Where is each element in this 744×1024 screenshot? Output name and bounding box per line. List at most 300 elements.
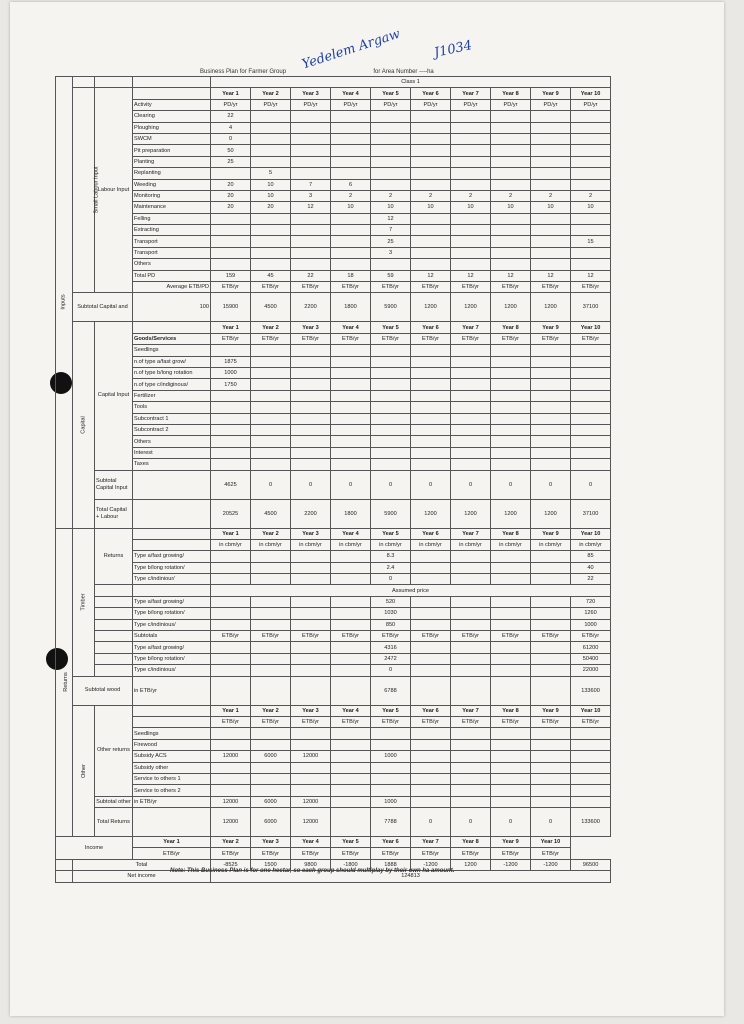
value-cell [211,459,251,470]
year-header: Year 6 [411,528,451,539]
value-cell [291,574,331,585]
value-cell: 12000 [211,808,251,837]
value-cell [291,225,331,236]
value-cell [331,785,371,796]
year-header: Year 6 [411,705,451,716]
value-cell: 12000 [211,796,251,807]
value-cell [451,247,491,258]
unit-cell: ETB/yr [251,333,291,344]
value-cell: 0 [411,470,451,499]
unit-cell: ETB/yr [451,631,491,642]
value-cell [291,459,331,470]
value-cell [491,247,531,258]
other-subtotal-label: Subtotal other [95,796,133,807]
value-cell [251,596,291,607]
value-cell [331,653,371,664]
year-header: Year 2 [251,705,291,716]
value-cell [211,728,251,739]
capital-row [56,402,611,413]
value-cell [251,225,291,236]
value-cell: 2 [451,190,491,201]
value-cell [291,367,331,378]
capital-subtotal-label: Subtotal Capital Input [95,470,133,499]
value-cell [531,247,571,258]
value-cell [331,728,371,739]
income-year-row [56,837,611,848]
year-header: Year 9 [531,322,571,333]
value-cell [411,773,451,784]
year-header: Year 5 [371,322,411,333]
value-cell: 10 [491,202,531,213]
timber-price-row [56,619,611,630]
value-cell: 2 [491,190,531,201]
capital-row [56,436,611,447]
year-header: Year 8 [491,322,531,333]
unit-cell: ETB/yr [571,282,611,293]
value-cell [291,619,331,630]
value-cell: 6000 [251,751,291,762]
value-cell [451,728,491,739]
value-cell [211,168,251,179]
value-cell [411,762,451,773]
labour-unit-row [56,99,611,110]
value-cell: 0 [331,470,371,499]
value-cell [251,413,291,424]
value-cell [411,259,451,270]
value-cell: 22 [211,111,251,122]
capital-unit-row [56,333,611,344]
other-name: Subsidy ACS [133,751,211,762]
unit-cell: ETB/yr [411,716,451,727]
unit-cell: PD/yr [571,99,611,110]
value-cell: 1200 [451,293,491,322]
unit-cell: ETB/yr [531,716,571,727]
value-cell [571,133,611,144]
value-cell [331,551,371,562]
value-cell: 133600 [571,676,611,705]
value-cell: 20 [211,179,251,190]
value-cell [531,356,571,367]
value-cell: 1200 [491,293,531,322]
labour-row [56,259,611,270]
value-cell [411,156,451,167]
value-cell: 1875 [211,356,251,367]
value-cell [451,562,491,573]
year-header: Year 3 [291,322,331,333]
value-cell [491,236,531,247]
value-cell: 2 [531,190,571,201]
value-cell [491,796,531,807]
unit-cell: ETB/yr [211,333,251,344]
unit-cell: ETB/yr [451,716,491,727]
value-cell [571,111,611,122]
value-cell [371,156,411,167]
value-cell: 0 [371,665,411,676]
value-cell [291,773,331,784]
value-cell [571,785,611,796]
value-cell: 12 [531,270,571,281]
capital-row [56,379,611,390]
value-cell [571,402,611,413]
value-cell [411,413,451,424]
year-header: Year 4 [331,705,371,716]
value-cell [211,236,251,247]
value-cell [211,762,251,773]
value-cell: 1888 [371,859,411,870]
value-cell [371,459,411,470]
value-cell: 10 [371,202,411,213]
value-cell [491,551,531,562]
other-year-row [56,705,611,716]
value-cell [211,390,251,401]
value-cell [371,111,411,122]
value-cell [331,236,371,247]
value-cell [451,236,491,247]
vertical-label: Inputs [61,294,67,310]
value-cell [331,447,371,458]
value-cell [411,133,451,144]
timber-vol-row [56,574,611,585]
value-cell: 25 [211,156,251,167]
labour-row [56,168,611,179]
value-cell [451,424,491,435]
value-cell [411,447,451,458]
labour-row [56,202,611,213]
value-cell [411,179,451,190]
unit-cell: ETB/yr [491,716,531,727]
vertical-label: Capital [80,416,87,434]
value-cell [451,551,491,562]
other-row [56,728,611,739]
value-cell: 22 [291,270,331,281]
year-header: Year 10 [571,322,611,333]
value-cell [491,424,531,435]
value-cell [331,762,371,773]
value-cell [491,379,531,390]
value-cell [411,562,451,573]
subtotal-rate: 100 [133,293,211,322]
value-cell [331,247,371,258]
value-cell [251,236,291,247]
value-cell [291,390,331,401]
unit-cell: in cbm/yr [251,539,291,550]
year-header: Year 7 [451,88,491,99]
value-cell [531,773,571,784]
value-cell [491,608,531,619]
value-cell [451,773,491,784]
other-row [56,785,611,796]
value-cell [411,424,451,435]
value-cell [531,551,571,562]
subtotal-wood-row [56,676,611,705]
value-cell [251,785,291,796]
value-cell [251,653,291,664]
value-cell [291,676,331,705]
value-cell [251,213,291,224]
value-cell [331,808,371,837]
value-cell: 2.4 [371,562,411,573]
value-cell [331,574,371,585]
value-cell: 18 [331,270,371,281]
value-cell: 0 [451,470,491,499]
value-cell [491,596,531,607]
value-cell [451,367,491,378]
value-cell [411,213,451,224]
activity-name: Monitoring [133,190,211,201]
value-cell: 1000 [371,751,411,762]
unit-cell: ETB/yr [571,333,611,344]
value-cell [531,596,571,607]
labour-row [56,213,611,224]
unit-cell: ETB/yr [491,631,531,642]
value-cell [451,259,491,270]
value-cell [411,145,451,156]
value-cell [331,356,371,367]
value-cell: 10 [451,202,491,213]
value-cell [411,168,451,179]
labour-total-row [56,270,611,281]
unit-cell: ETB/yr [371,631,411,642]
handwritten-number: J1034 [432,38,474,61]
labour-row [56,156,611,167]
value-cell: -1200 [531,859,571,870]
value-cell [371,739,411,750]
value-cell [291,608,331,619]
value-cell [451,447,491,458]
value-cell [571,213,611,224]
value-cell: 1200 [451,499,491,528]
unit-cell: PD/yr [451,99,491,110]
value-cell [571,413,611,424]
value-cell [251,608,291,619]
value-cell: 1200 [491,499,531,528]
other-row [56,762,611,773]
value-cell [491,459,531,470]
unit-cell: ETB/yr [133,848,211,859]
value-cell [291,413,331,424]
value-cell [251,459,291,470]
value-cell: 0 [371,470,411,499]
value-cell: 1000 [211,367,251,378]
goods-name: Others [133,436,211,447]
year-header: Year 7 [451,528,491,539]
value-cell [211,424,251,435]
value-cell: 0 [571,470,611,499]
value-cell [291,345,331,356]
timber-type: Type a/fast growing/ [133,642,211,653]
value-cell [291,156,331,167]
value-cell [371,762,411,773]
unit-cell: in cbm/yr [451,539,491,550]
year-header: Year 2 [251,88,291,99]
other-returns-label: Other returns [95,705,133,796]
unit-cell: PD/yr [411,99,451,110]
value-cell: 7 [291,179,331,190]
value-cell [531,762,571,773]
year-header: Year 2 [211,837,251,848]
value-cell: 1500 [251,859,291,870]
value-cell [491,413,531,424]
unit-cell: ETB/yr [331,333,371,344]
value-cell [291,402,331,413]
timber-value-row [56,653,611,664]
class-label: Class 1 [211,77,611,88]
value-cell [251,773,291,784]
value-cell: 1200 [451,859,491,870]
value-cell [531,739,571,750]
goods-name: n.of type b/long rotation [133,367,211,378]
value-cell [291,447,331,458]
timber-price-row [56,596,611,607]
value-cell [291,762,331,773]
labour-row [56,236,611,247]
value-cell [331,111,371,122]
unit-cell: ETB/yr [291,631,331,642]
value-cell [451,436,491,447]
value-cell [531,402,571,413]
other-row [56,773,611,784]
unit-cell: in cbm/yr [331,539,371,550]
value-cell [571,145,611,156]
value-cell [531,436,571,447]
value-cell [571,424,611,435]
value-cell [451,762,491,773]
value-cell: 159 [211,270,251,281]
value-cell [331,133,371,144]
value-cell [211,551,251,562]
unit-cell: ETB/yr [211,282,251,293]
unit-cell: ETB/yr [411,631,451,642]
value-cell [411,367,451,378]
year-header: Year 1 [211,528,251,539]
value-cell [451,390,491,401]
labour-row [56,247,611,258]
value-cell [251,424,291,435]
value-cell [211,665,251,676]
value-cell [371,402,411,413]
value-cell: 12 [571,270,611,281]
value-cell [571,379,611,390]
value-cell [411,619,451,630]
year-header: Year 1 [211,88,251,99]
year-header: Year 1 [211,322,251,333]
labour-row [56,145,611,156]
unit-cell: ETB/yr [331,631,371,642]
value-cell [371,424,411,435]
other-label [73,705,95,837]
year-header: Year 1 [133,837,211,848]
value-cell: 520 [371,596,411,607]
value-cell [491,436,531,447]
value-cell [491,225,531,236]
value-cell [251,447,291,458]
unit-cell: in cbm/yr [531,539,571,550]
value-cell: 12 [291,202,331,213]
value-cell: 12 [491,270,531,281]
other-subtotal-row [56,796,611,807]
subtotal-label: Subtotal Capital and [73,293,133,322]
other-unit-row [56,716,611,727]
value-cell: 1000 [571,619,611,630]
unit-cell: ETB/yr [211,631,251,642]
value-cell [531,225,571,236]
value-cell: 9800 [291,859,331,870]
document-title: Business Plan for Farmer Group for Area Number ----ha [200,69,434,75]
value-cell [331,145,371,156]
value-cell: 37100 [571,293,611,322]
value-cell [491,259,531,270]
activity-name: Pit preparation [133,145,211,156]
value-cell [571,796,611,807]
unit-cell: ETB/yr [251,282,291,293]
unit-cell: in cbm/yr [411,539,451,550]
value-cell: 50400 [571,653,611,664]
value-cell: 25 [371,236,411,247]
value-cell: 1200 [531,499,571,528]
year-header: Year 4 [331,528,371,539]
value-cell: 7 [371,225,411,236]
activity-name: Replanting [133,168,211,179]
value-cell [331,596,371,607]
total-returns-label: Total Returns [95,808,133,837]
value-cell [251,665,291,676]
activity-name: Others [133,259,211,270]
income-total-label: Total [73,859,211,870]
value-cell [211,619,251,630]
year-header: Year 1 [211,705,251,716]
value-cell [531,379,571,390]
value-cell [531,796,571,807]
unit-cell: ETB/yr [411,848,451,859]
value-cell: 6000 [251,796,291,807]
timber-type: Type a/fast growing/ [133,551,211,562]
year-header: Year 3 [291,88,331,99]
value-cell: 1750 [211,379,251,390]
value-cell [251,379,291,390]
value-cell [451,665,491,676]
unit-cell: PD/yr [291,99,331,110]
value-cell [491,356,531,367]
year-header: Year 9 [531,528,571,539]
value-cell [331,562,371,573]
timber-subtotal-unit-row [56,631,611,642]
value-cell: 2200 [291,293,331,322]
value-cell [571,762,611,773]
year-header: Year 4 [291,837,331,848]
unit-cell: ETB/yr [451,848,491,859]
footer-note: Note: This Business Plan is for one hectar, so each group should multiplay by their own ha amount. [170,868,455,874]
unit-cell: ETB/yr [251,848,291,859]
value-cell [531,785,571,796]
year-header: Year 10 [571,528,611,539]
unit-cell: ETB/yr [251,631,291,642]
value-cell: 22 [571,574,611,585]
capital-row [56,367,611,378]
value-cell [451,179,491,190]
value-cell [331,796,371,807]
small-labour-label [73,88,100,293]
value-cell [451,213,491,224]
value-cell [371,168,411,179]
value-cell [291,653,331,664]
value-cell [211,608,251,619]
value-cell [531,676,571,705]
value-cell [411,728,451,739]
other-row [56,739,611,750]
value-cell [331,402,371,413]
value-cell [291,785,331,796]
value-cell: 96500 [571,859,611,870]
